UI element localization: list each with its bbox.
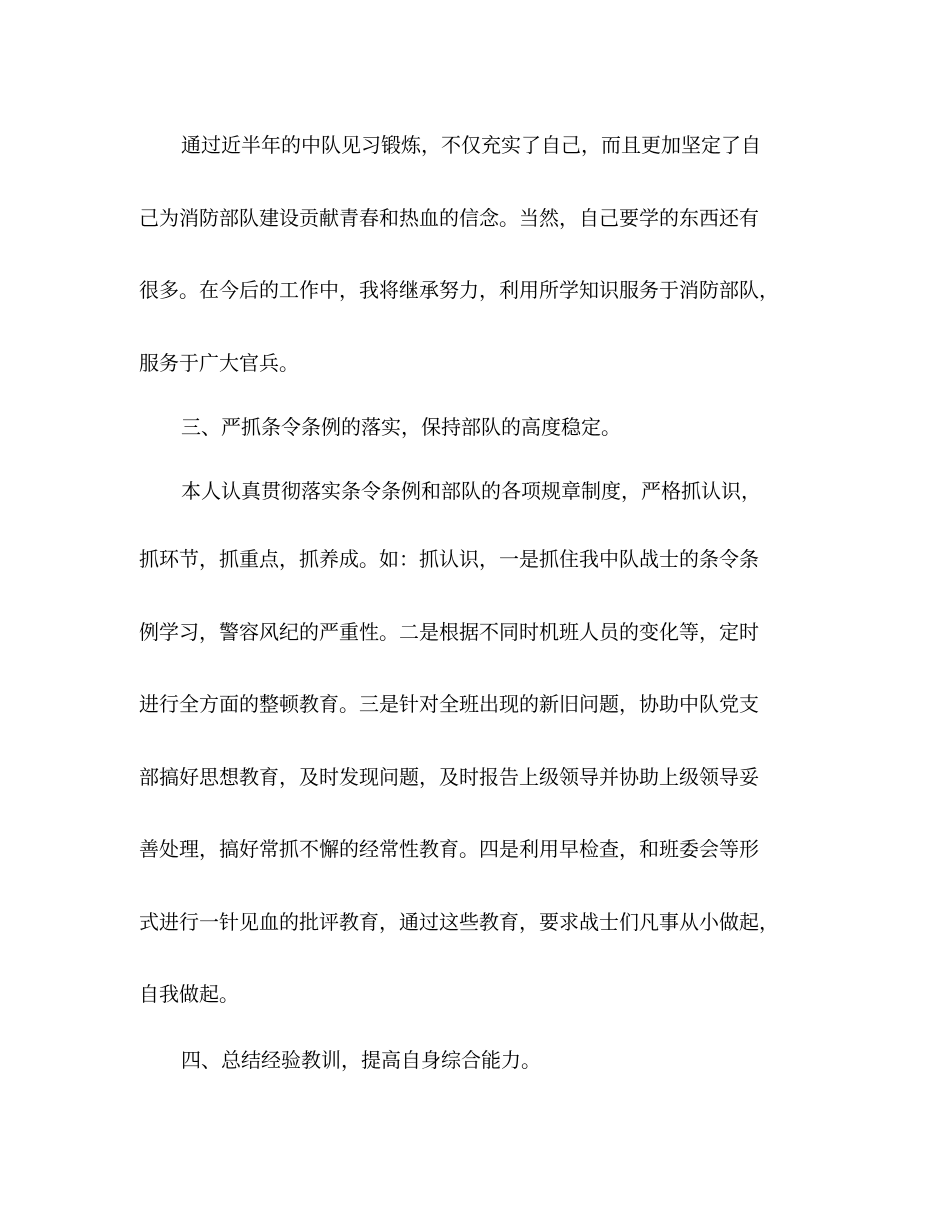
paragraph-line: 本人认真贯彻落实条令条例和部队的各项规章制度，严格抓认识，: [181, 479, 761, 503]
paragraph-line: 例学习，警容风纪的严重性。二是根据不同时机班人员的变化等，定时: [139, 620, 759, 644]
paragraph-line: 通过近半年的中队见习锻炼，不仅充实了自己，而且更加坚定了自: [181, 133, 761, 157]
paragraph-line: 服务于广大官兵。: [139, 351, 299, 375]
paragraph-line: 己为消防部队建设贡献青春和热血的信念。当然，自己要学的东西还有: [139, 206, 759, 230]
paragraph-line: 进行全方面的整顿教育。三是针对全班出现的新旧问题，协助中队党支: [139, 692, 759, 716]
paragraph-line: 自我做起。: [139, 982, 239, 1006]
section-heading: 三、严抓条令条例的落实，保持部队的高度稳定。: [181, 415, 621, 439]
section-heading: 四、总结经验教训，提高自身综合能力。: [181, 1048, 541, 1072]
paragraph-line: 很多。在今后的工作中，我将继承努力，利用所学知识服务于消防部队，: [139, 278, 779, 302]
paragraph-line: 部搞好思想教育，及时发现问题，及时报告上级领导并协助上级领导妥: [139, 765, 759, 789]
paragraph-line: 抓环节，抓重点，抓养成。如：抓认识，一是抓住我中队战士的条令条: [139, 547, 759, 571]
paragraph-line: 式进行一针见血的批评教育，通过这些教育，要求战士们凡事从小做起，: [139, 910, 779, 934]
paragraph-line: 善处理，搞好常抓不懈的经常性教育。四是利用早检查，和班委会等形: [139, 837, 759, 861]
